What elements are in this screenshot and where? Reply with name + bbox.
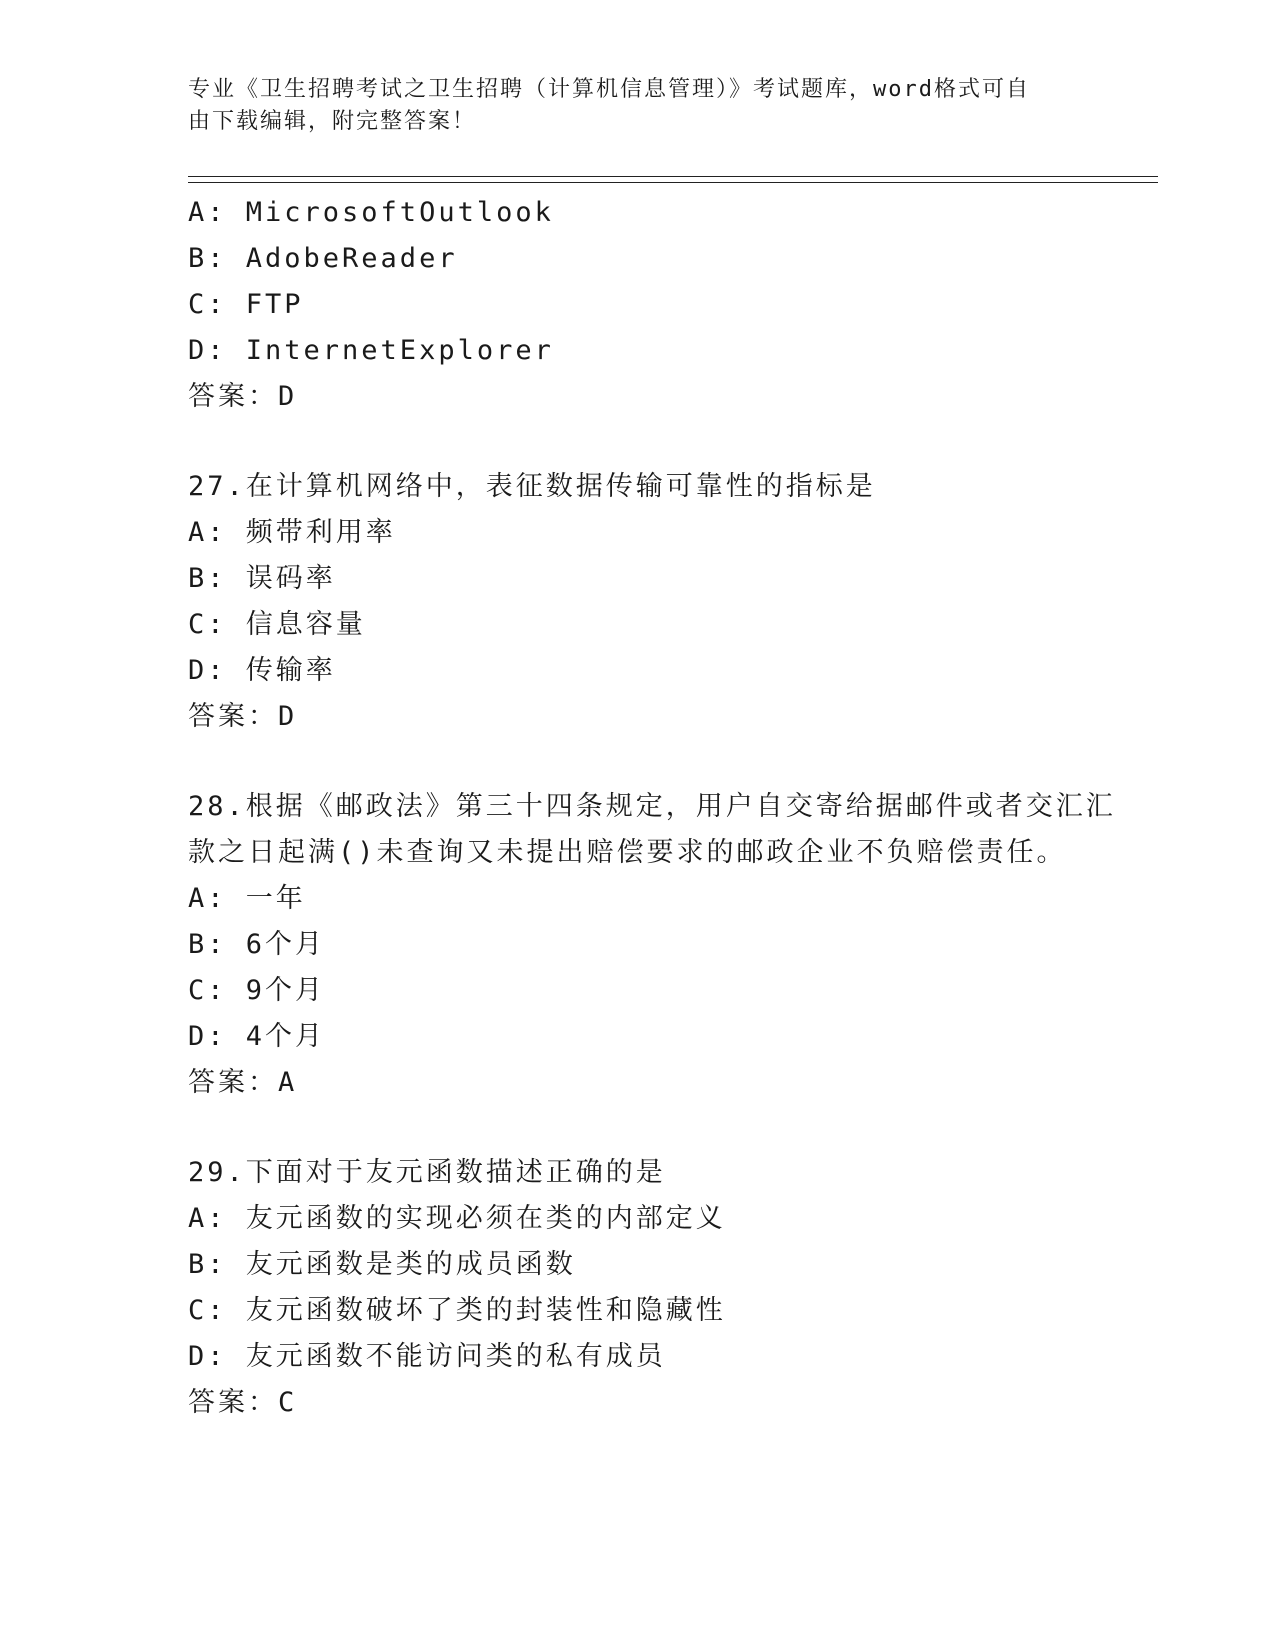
option-a: A: 友元函数的实现必须在类的内部定义 (188, 1203, 726, 1234)
option-a: A: MicrosoftOutlook (188, 197, 554, 228)
header-line-2: 由下载编辑，附完整答案！ (188, 109, 477, 134)
option-c: C: FTP (188, 289, 304, 320)
header-rule-bottom (188, 182, 1158, 183)
option-a: A: 频带利用率 (188, 517, 396, 548)
question-text: 27.在计算机网络中，表征数据传输可靠性的指标是 (188, 471, 876, 502)
option-d: D: 传输率 (188, 655, 336, 686)
question-list (188, 190, 1116, 1426)
option-b: B: 误码率 (188, 563, 336, 594)
option-c: C: 9个月 (188, 975, 326, 1006)
answer-line: 答案：D (188, 381, 298, 412)
option-b: B: AdobeReader (188, 243, 458, 274)
option-d: D: 4个月 (188, 1021, 326, 1052)
question-text: 29.下面对于友元函数描述正确的是 (188, 1157, 666, 1188)
header-rule-top (188, 176, 1158, 177)
question-26-continuation (188, 190, 1088, 420)
header-line-1: 专业《卫生招聘考试之卫生招聘（计算机信息管理）》考试题库，word格式可自 (188, 77, 1030, 102)
document-header (188, 74, 1068, 138)
question-27 (188, 464, 1088, 740)
question-text-line-1: 28.根据《邮政法》第三十四条规定，用户自交寄给据邮件或者交汇汇 (188, 791, 1116, 822)
option-b: B: 友元函数是类的成员函数 (188, 1249, 576, 1280)
question-29 (188, 1150, 1088, 1426)
answer-line: 答案：D (188, 701, 298, 732)
option-c: C: 信息容量 (188, 609, 366, 640)
option-c: C: 友元函数破坏了类的封装性和隐藏性 (188, 1295, 726, 1326)
question-text-line-2: 款之日起满()未查询又未提出赔偿要求的邮政企业不负赔偿责任。 (188, 837, 1067, 868)
option-b: B: 6个月 (188, 929, 326, 960)
option-d: D: InternetExplorer (188, 335, 554, 366)
question-28 (188, 784, 1116, 1106)
option-a: A: 一年 (188, 883, 306, 914)
answer-line: 答案：A (188, 1067, 298, 1098)
answer-line: 答案：C (188, 1387, 298, 1418)
option-d: D: 友元函数不能访问类的私有成员 (188, 1341, 666, 1372)
